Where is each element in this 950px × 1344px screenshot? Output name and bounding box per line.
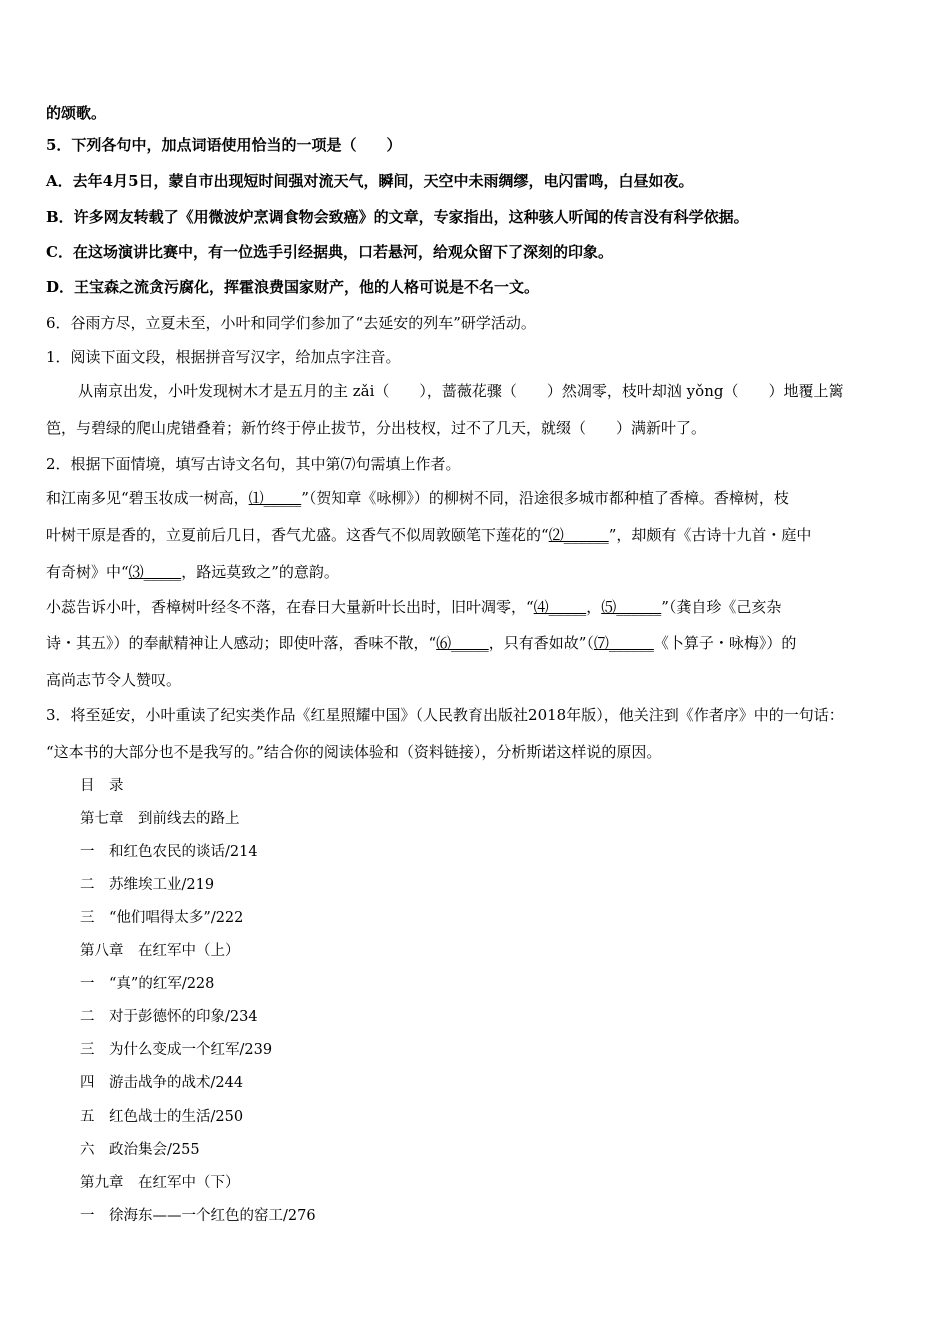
text-segment: 和江南多见“碧玉妆成一树高， bbox=[46, 489, 249, 507]
passage-line: 从南京出发，小叶发现树木才是五月的主 zǎi（ ），蔷薇花骤（ ）然凋零，枝叶却汹 yǒng（ ）地覆上篱 bbox=[78, 382, 844, 400]
toc-entry: 一 和红色农民的谈话/214 bbox=[80, 844, 258, 860]
text-segment: ”（贺知章《咏柳》）的柳树不同，沿途很多城市都种植了香樟。香樟树，枝 bbox=[301, 489, 789, 507]
answer-blank-1[interactable]: ⑴_____ bbox=[248, 489, 302, 507]
toc-chapter: 第八章 在红军中（上） bbox=[80, 943, 240, 959]
toc-entry: 五 红色战士的生活/250 bbox=[80, 1109, 244, 1125]
question-5-option-d: D．王宝森之流贪污腐化，挥霍浪费国家财产，他的人格可说是不名一文。 bbox=[46, 278, 540, 296]
text-segment: 小蕊告诉小叶，香樟树叶经冬不落，在春日大量新叶长出时，旧叶凋零，“ bbox=[46, 598, 534, 616]
question-5-stem: 5．下列各句中，加点词语使用恰当的一项是（ ） bbox=[46, 136, 402, 154]
subquestion-3-cont: “这本书的大部分也不是我写的。”结合你的阅读体验和（资料链接），分析斯诺这样说的原因。 bbox=[46, 743, 662, 761]
toc-entry: 一 徐海东——一个红色的窑工/276 bbox=[80, 1208, 316, 1224]
text-line: 高尚志节令人赞叹。 bbox=[46, 671, 182, 689]
poem-fill-line bbox=[46, 633, 908, 653]
question-5-option-b: B．许多网友转载了《用微波炉烹调食物会致癌》的文章，专家指出，这种骇人听闻的传言没有科学依据。 bbox=[46, 208, 749, 226]
passage-line: 笆，与碧绿的爬山虎错叠着；新竹终于停止拔节，分出枝杈，过不了几天，就缀（ ）满新叶了。 bbox=[46, 419, 707, 437]
text-segment: 《卜算子・咏梅》）的 bbox=[653, 634, 797, 652]
answer-blank-5[interactable]: ⑸______ bbox=[601, 598, 662, 616]
subquestion-2: 2．根据下面情境，填写古诗文名句，其中第⑺句需填上作者。 bbox=[46, 455, 461, 473]
toc-entry: 三 为什么变成一个红军/239 bbox=[80, 1042, 273, 1058]
question-6-stem: 6．谷雨方尽，立夏未至，小叶和同学们参加了“去延安的列车”研学活动。 bbox=[46, 314, 536, 332]
answer-blank-7[interactable]: ⑺______ bbox=[593, 634, 654, 652]
text-segment: ，路远莫致之”的意韵。 bbox=[181, 563, 339, 581]
toc-entry: 三 “他们唱得太多”/222 bbox=[80, 910, 244, 926]
toc-entry: 二 对于彭德怀的印象/234 bbox=[80, 1009, 258, 1025]
answer-blank-3[interactable]: ⑶_____ bbox=[128, 563, 182, 581]
question-5-option-a: A．去年4月5日，蒙自市出现短时间强对流天气，瞬间，天空中未雨绸缪，电闪雷鸣，白昼如夜。 bbox=[46, 172, 694, 190]
text-segment: ， bbox=[586, 598, 602, 616]
text-segment: ”，却颇有《古诗十九首・庭中 bbox=[608, 526, 812, 544]
toc-chapter: 第七章 到前线去的路上 bbox=[80, 811, 240, 827]
text-segment: 叶树干原是香的，立夏前后几日，香气尤盛。这香气不似周敦颐笔下莲花的“ bbox=[46, 526, 549, 544]
subquestion-3: 3．将至延安，小叶重读了纪实类作品《红星照耀中国》（人民教育出版社2018年版），他关注到《作者序》中的一句话： bbox=[46, 706, 844, 724]
answer-blank-2[interactable]: ⑵______ bbox=[548, 526, 609, 544]
text-segment: 诗・其五》）的奉献精神让人感动；即使叶落，香味不散，“ bbox=[46, 634, 437, 652]
toc-title: 目 录 bbox=[80, 778, 124, 794]
poem-fill-line bbox=[46, 488, 908, 508]
text-segment: ，只有香如故”（ bbox=[488, 634, 594, 652]
text-line: 的颂歌。 bbox=[46, 104, 107, 122]
toc-entry: 一 “真”的红军/228 bbox=[80, 976, 215, 992]
toc-entry: 四 游击战争的战术/244 bbox=[80, 1075, 244, 1091]
poem-fill-line bbox=[46, 562, 908, 582]
text-segment: ”（龚自珍《己亥杂 bbox=[661, 598, 782, 616]
answer-blank-4[interactable]: ⑷_____ bbox=[533, 598, 587, 616]
poem-fill-line bbox=[46, 597, 908, 617]
answer-blank-6[interactable]: ⑹_____ bbox=[436, 634, 489, 652]
toc-chapter: 第九章 在红军中（下） bbox=[80, 1175, 240, 1191]
toc-entry: 二 苏维埃工业/219 bbox=[80, 877, 215, 893]
text-segment: 有奇树》中“ bbox=[46, 563, 129, 581]
question-5-option-c: C．在这场演讲比赛中，有一位选手引经据典，口若悬河，给观众留下了深刻的印象。 bbox=[46, 243, 613, 261]
subquestion-1: 1．阅读下面文段，根据拼音写汉字，给加点字注音。 bbox=[46, 348, 401, 366]
poem-fill-line bbox=[46, 525, 908, 545]
toc-entry: 六 政治集会/255 bbox=[80, 1142, 200, 1158]
